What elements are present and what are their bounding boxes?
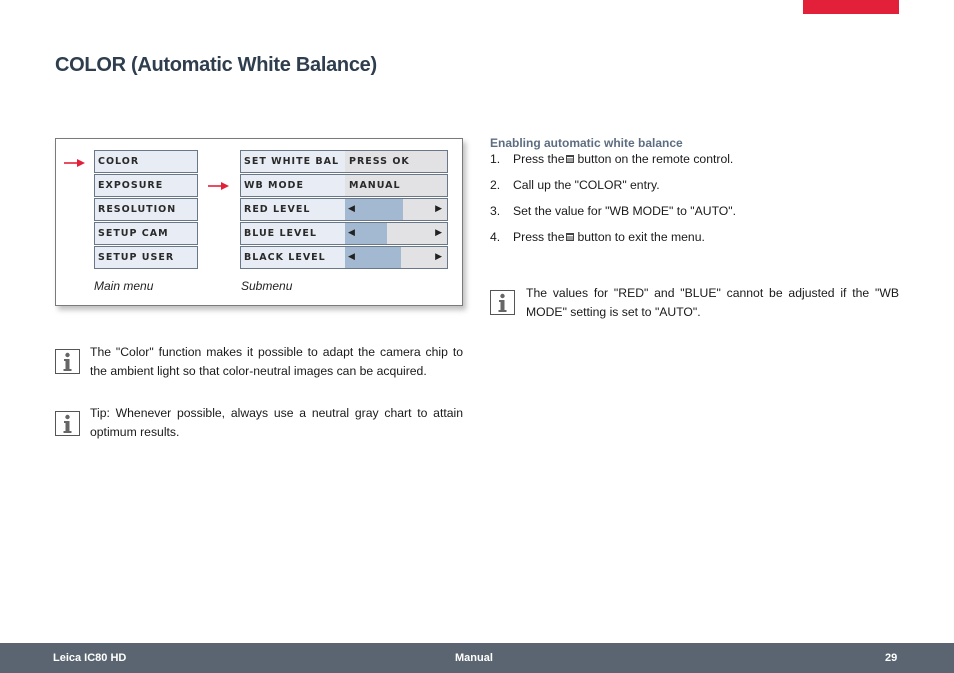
submenu-item-set-white-bal: SET WHITE BAL — [240, 150, 346, 173]
submenu-item-red-level: RED LEVEL — [240, 198, 346, 221]
pointer-arrow-icon — [208, 181, 230, 191]
menu-illustration — [55, 138, 463, 306]
decrease-arrow-icon: ◀ — [348, 228, 356, 238]
page-title: COLOR (Automatic White Balance) — [55, 54, 377, 76]
main-menu-item-exposure: EXPOSURE — [94, 174, 198, 197]
main-menu-item-setup-cam: SETUP CAM — [94, 222, 198, 245]
note-red-blue: The values for "RED" and "BLUE" cannot be adjusted if the "WB MODE" setting is set to "AUTO". — [526, 286, 899, 319]
menu-button-icon — [566, 233, 574, 241]
header-accent-tab — [803, 0, 899, 14]
red-level-slider — [345, 198, 448, 221]
blue-level-slider — [345, 222, 448, 245]
main-menu-item-setup-user: SETUP USER — [94, 246, 198, 269]
main-menu-item-color: COLOR — [94, 150, 198, 173]
footer-product: Leica IC80 HD — [53, 652, 127, 664]
decrease-arrow-icon: ◀ — [348, 204, 356, 214]
increase-arrow-icon: ▶ — [435, 204, 443, 214]
note-tip: Tip: Whenever possible, always use a neutral gray chart to attain optimum results. — [90, 406, 463, 439]
info-icon — [55, 349, 80, 374]
note-color-function: The "Color" function makes it possible to adapt the camera chip to the ambient light so that color-neutral images can be acquired. — [90, 345, 463, 378]
menu-button-icon — [566, 155, 574, 163]
main-menu-caption: Main menu — [94, 279, 154, 293]
black-level-slider — [345, 246, 448, 269]
info-icon — [55, 411, 80, 436]
page-footer — [0, 643, 954, 673]
info-icon — [490, 290, 515, 315]
increase-arrow-icon: ▶ — [435, 252, 443, 262]
submenu-item-blue-level: BLUE LEVEL — [240, 222, 346, 245]
increase-arrow-icon: ▶ — [435, 228, 443, 238]
footer-doc-type: Manual — [455, 652, 493, 664]
submenu-item-wb-mode: WB MODE — [240, 174, 346, 197]
submenu-value-set-white-bal: PRESS OK — [345, 150, 448, 173]
pointer-arrow-icon — [64, 158, 86, 168]
submenu-caption: Submenu — [241, 279, 293, 293]
submenu-item-black-level: BLACK LEVEL — [240, 246, 346, 269]
page-number: 29 — [885, 652, 898, 664]
section-heading: Enabling automatic white balance — [490, 136, 683, 150]
main-menu-item-resolution: RESOLUTION — [94, 198, 198, 221]
decrease-arrow-icon: ◀ — [348, 252, 356, 262]
submenu-value-wb-mode: MANUAL — [345, 174, 448, 197]
